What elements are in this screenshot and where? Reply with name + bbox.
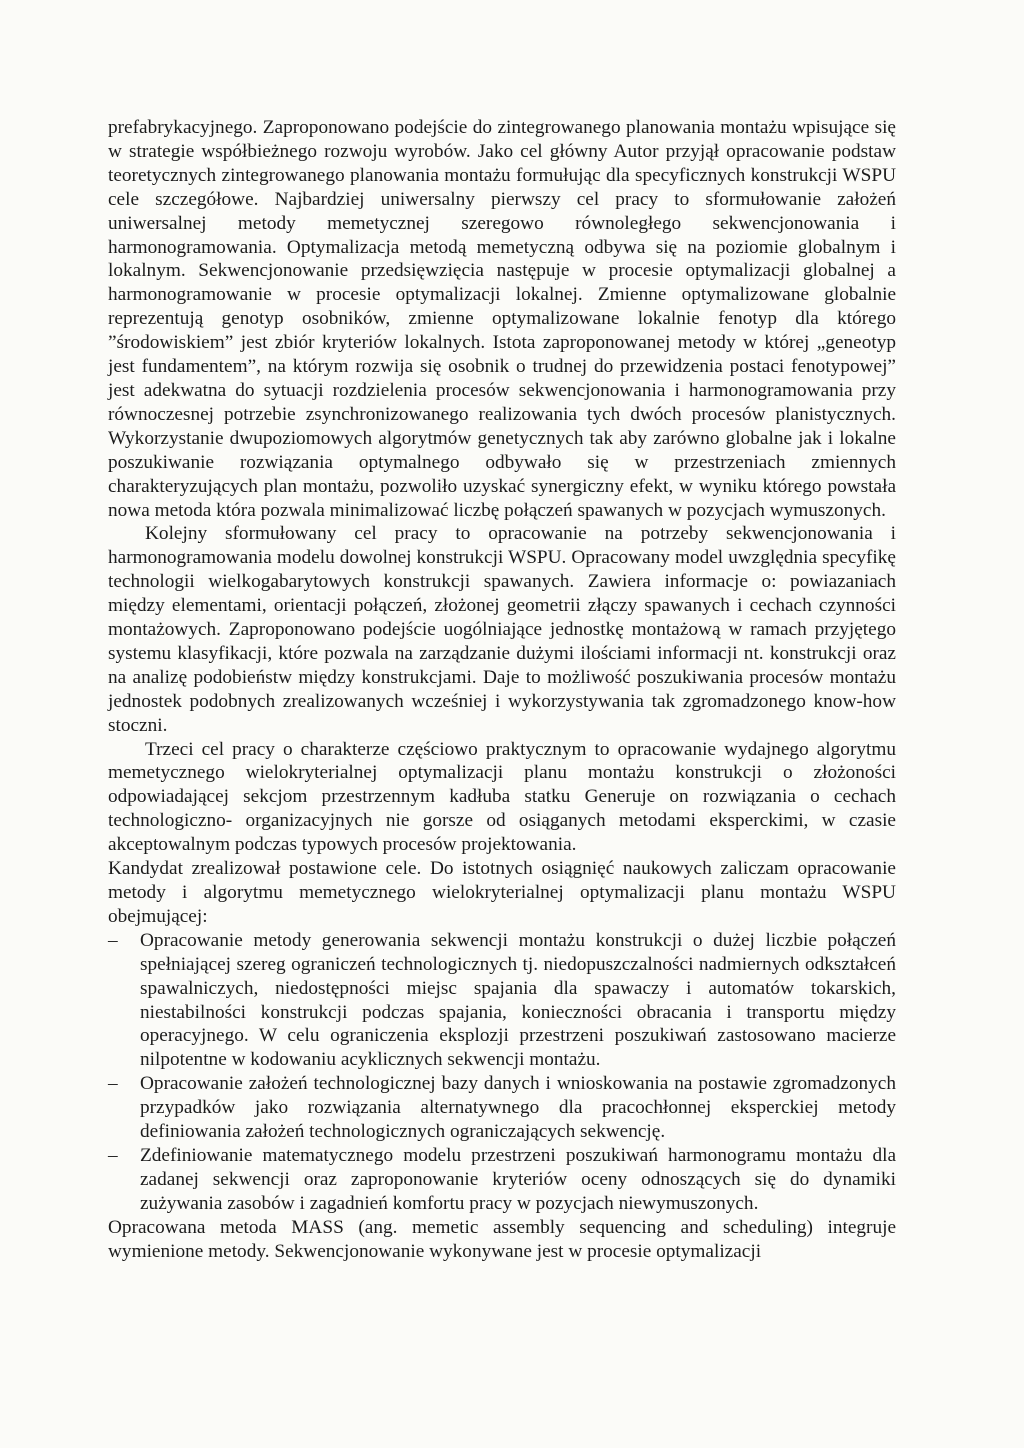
paragraph-closing: Opracowana metoda MASS (ang. memetic assembly sequencing and scheduling) integruje wymienione metody. Sekwencjonowanie wykonywane jest w procesie optymalizacji <box>108 1216 896 1262</box>
paragraph-continuation: prefabrykacyjnego. Zaproponowano podejście do zintegrowanego planowania montażu wpisujące się w strategie współbieżnego rozwoju wyrobów. Jako cel główny Autor przyjął opracowanie podstaw teoretycznych zintegrowanego planowania montażu formułując dla specyficznych konstrukcji WSPU cele szczegółowe. Najbardziej uniwersalny pierwszy cel pracy to sformułowanie założeń uniwersalnej metody memetycznej szeregowo równoległego sekwencjonowania i harmonogramowania. Optymalizacja metodą memetyczną odbywa się na poziomie globalnym i lokalnym. Sekwencjonowanie przedsięwzięcia następuje w procesie optymalizacji globalnej a harmonogramowanie w procesie optymalizacji lokalnej. Zmienne optymalizowane globalnie reprezentują genotyp osobników, zmienne optymalizowane lokalnie fenotyp dla którego ”środowiskiem” jest zbiór kryteriów lokalnych. Istota zaproponowanej metody w której „geneotyp jest fundamentem”, na którym rozwija się osobnik o trudnej do przewidzenia postaci fenotypowej” jest adekwatna do sytuacji rozdzielenia procesów sekwencjonowania i harmonogramowania przy równoczesnej potrzebie zsynchronizowanego realizowania tych dwóch procesów planistycznych. Wykorzystanie dwupoziomowych algorytmów genetycznych tak aby zarówno globalne jak i lokalne poszukiwanie rozwiązania optymalnego odbywało się w przestrzeniach zmiennych charakteryzujących plan montażu, pozwoliło uzyskać synergiczny efekt, w wyniku którego powstała nowa metoda która pozwala minimalizować liczbę połączeń spawanych w pozycjach wymuszonych. <box>108 117 896 521</box>
dash-bullet: – <box>108 1144 118 1166</box>
paragraph-achievements: Kandydat zrealizował postawione cele. Do istotnych osiągnięć naukowych zaliczam opracowanie metody i algorytmu memetycznego wielokryterialnej optymalizacji planu montażu WSPU obejmującej: <box>108 858 896 927</box>
list-item-text: Opracowanie metody generowania sekwencji montażu konstrukcji o dużej liczbie połączeń spełniającej szereg ograniczeń technologicznych tj. niedopuszczalności nadmiernych odkształceń spawalniczych, niedostępności miejsc spajania dla spawaczy i automatów tokarskich, niestabilności konstrukcji podczas spajania, konieczności obracania i transportu między operacyjnego. W celu ograniczenia eksplozji przestrzeni poszukiwań zastosowano macierze nilpotentne w kodowaniu acyklicznych sekwencji montażu. <box>140 929 896 1071</box>
paragraph-second-goal: Kolejny sformułowany cel pracy to opracowanie na potrzeby sekwencjonowania i harmonogramowania modelu dowolnej konstrukcji WSPU. Opracowany model uwzględnia specyfikę technologii wielkogabarytowych konstrukcji spawanych. Zawiera informacje o: powiazaniach między elementami, orientacji połączeń, złożonej geometrii złączy spawanych i cechach czynności montażowych. Zaproponowano podejście uogólniające jednostkę montażową w ramach przyjętego systemu klasyfikacji, które pozwala na zarządzanie dużymi ilościami informacji nt. konstrukcji oraz na analizę podobieństw między konstrukcjami. Daje to możliwość poszukiwania procesów montażu jednostek podobnych zrealizowanych wcześniej i wykorzystywania tak zgromadzonego know-how stoczni. <box>108 523 896 736</box>
list-item-text: Zdefiniowanie matematycznego modelu przestrzeni poszukiwań harmonogramu montażu dla zadanej sekwencji oraz zaproponowanie kryteriów oceny odnoszących się do dynamiki zużywania zasobów i zagadnień komfortu pracy w pozycjach niewymuszonych. <box>140 1144 896 1214</box>
document-page <box>108 116 896 1264</box>
paragraph-third-goal: Trzeci cel pracy o charakterze częściowo praktycznym to opracowanie wydajnego algorytmu memetycznego wielokryterialnej optymalizacji planu montażu konstrukcji o złożoności odpowiadającej sekcjom przestrzennym kadłuba statku Generuje on rozwiązania o cechach technologiczno- organizacyjnych nie gorsze od osiąganych metodami eksperckimi, w czasie akceptowalnym podczas typowych procesów projektowania. <box>108 738 896 856</box>
achievements-list <box>108 929 896 1216</box>
list-item <box>108 1072 896 1144</box>
dash-bullet: – <box>108 1073 118 1095</box>
list-item <box>108 1144 896 1216</box>
list-item-text: Opracowanie założeń technologicznej bazy danych i wnioskowania na postawie zgromadzonych przypadków jako rozwiązania alternatywnego dla pracochłonnej eksperckiej metody definiowania założeń technologicznych ograniczających sekwencję. <box>140 1073 896 1143</box>
list-item <box>108 929 896 1072</box>
dash-bullet: – <box>108 929 118 951</box>
